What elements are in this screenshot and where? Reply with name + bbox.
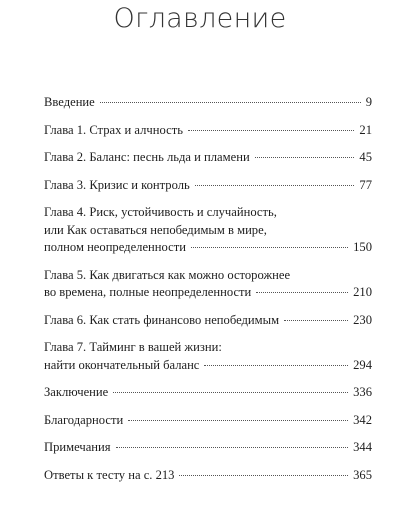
- toc-entry-label: Ответы к тесту на с. 213: [44, 467, 175, 482]
- toc-entry-label: Глава 3. Кризис и контроль: [44, 177, 190, 192]
- toc-entry-label: Благодарности: [44, 412, 124, 427]
- toc-entry-chapter-3[interactable]: [44, 177, 372, 195]
- toc-entry-chapter-5[interactable]: [44, 267, 372, 302]
- toc-page-number: 210: [353, 285, 372, 299]
- table-of-contents: [44, 94, 372, 484]
- toc-entry-label: Введение: [44, 95, 95, 109]
- dot-leader: [113, 392, 348, 393]
- dot-leader: [195, 185, 355, 186]
- dot-leader: [256, 292, 348, 293]
- toc-entry-conclusion[interactable]: [44, 384, 372, 402]
- toc-entry-label-line-1: Глава 4. Риск, устойчивость и случайность,: [44, 205, 277, 219]
- toc-entry-chapter-7[interactable]: [44, 339, 372, 374]
- toc-page-number: 365: [353, 467, 372, 482]
- toc-page-number: 230: [353, 312, 372, 327]
- dot-leader: [179, 475, 348, 476]
- toc-page-number: 342: [353, 412, 372, 427]
- dot-leader: [191, 247, 348, 248]
- dot-leader: [116, 447, 349, 448]
- toc-entry-label: Заключение: [44, 385, 109, 399]
- toc-entry-label-line-3: полном неопределенности: [44, 240, 186, 254]
- toc-entry-label-line-2: или Как оставаться непобедимым в мире,: [44, 222, 267, 237]
- toc-entry-test-answers[interactable]: [44, 467, 372, 485]
- dot-leader: [100, 102, 361, 103]
- toc-entry-chapter-1[interactable]: [44, 122, 372, 140]
- dot-leader: [128, 420, 348, 421]
- toc-entry-label: Глава 1. Страх и алчность: [44, 122, 183, 137]
- toc-page-number: 9: [365, 95, 372, 109]
- toc-page-number: 77: [359, 177, 372, 192]
- dot-leader: [284, 320, 348, 321]
- toc-entry-chapter-2[interactable]: [44, 149, 372, 167]
- toc-page-number: 21: [359, 122, 372, 137]
- dot-leader: [204, 365, 348, 366]
- toc-entry-label-line-1: Глава 7. Тайминг в вашей жизни:: [44, 340, 222, 354]
- toc-page-number: 294: [353, 357, 372, 372]
- toc-entry-chapter-4[interactable]: [44, 204, 372, 257]
- toc-entry-label: Примечания: [44, 440, 111, 454]
- page-title: Оглавление: [113, 3, 287, 34]
- toc-page-number: 336: [353, 385, 372, 399]
- toc-entry-acknowledgements[interactable]: [44, 412, 372, 430]
- toc-entry-label-line-2: во времена, полные неопределенности: [44, 285, 252, 299]
- toc-entry-chapter-6[interactable]: [44, 312, 372, 330]
- toc-entry-label: Глава 2. Баланс: песнь льда и пламени: [44, 150, 250, 164]
- dot-leader: [188, 130, 354, 131]
- toc-entry-label-line-1: Глава 5. Как двигаться как можно осторожнее: [44, 267, 291, 282]
- dot-leader: [255, 157, 355, 158]
- toc-entry-introduction[interactable]: [44, 94, 372, 112]
- toc-page-number: 45: [359, 150, 372, 164]
- toc-page-number: 344: [353, 440, 372, 454]
- toc-entry-label: Глава 6. Как стать финансово непобедимым: [44, 312, 280, 327]
- toc-page-number: 150: [353, 240, 372, 254]
- toc-entry-notes[interactable]: [44, 439, 372, 457]
- toc-entry-label-line-2: найти окончательный баланс: [44, 357, 200, 372]
